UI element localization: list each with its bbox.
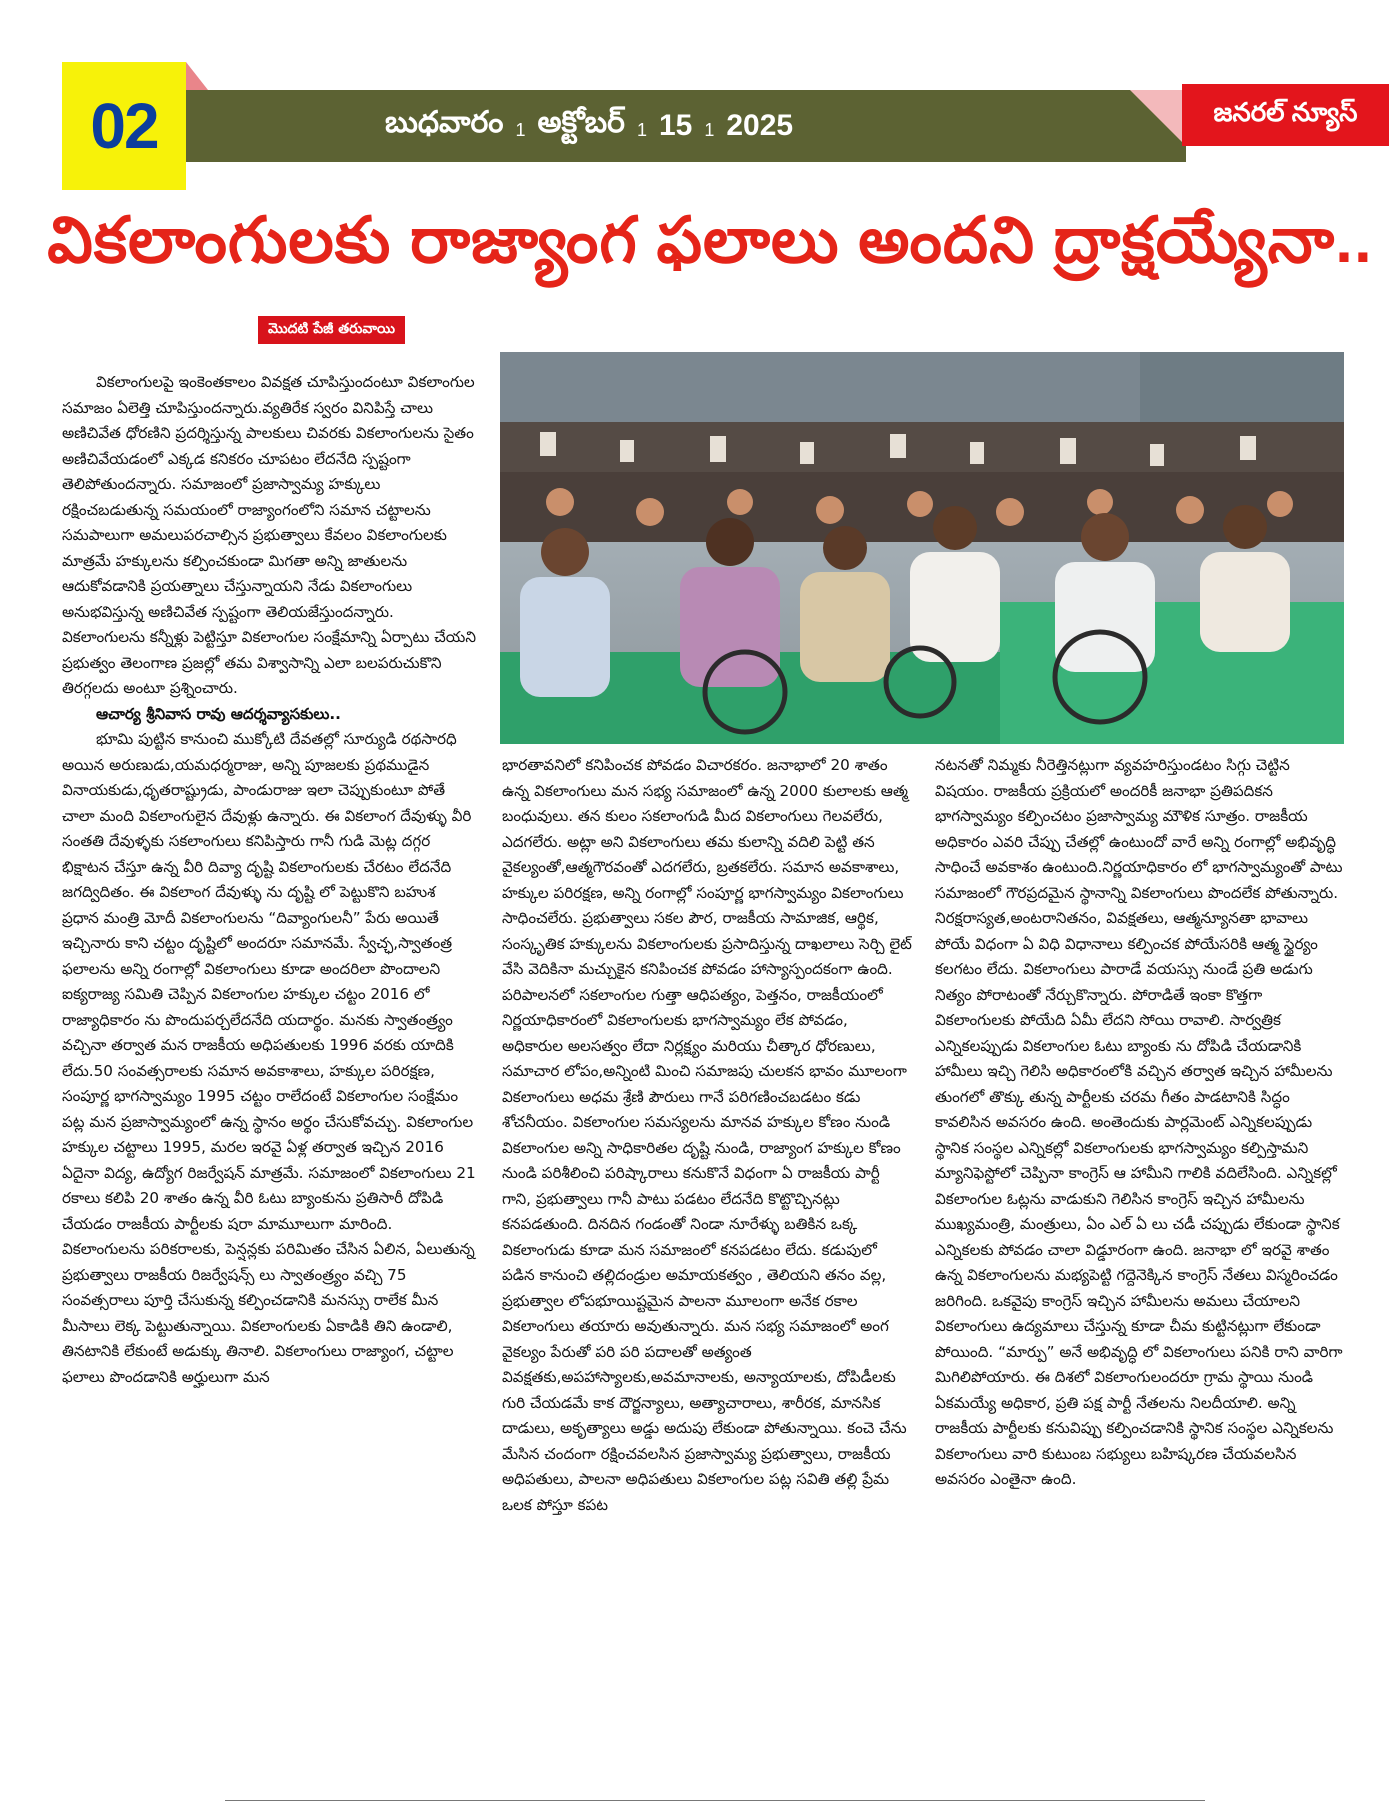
issue-year: 2025 xyxy=(726,109,794,142)
article-column-3 xyxy=(935,753,1345,1793)
crowd-photo-illustration xyxy=(500,352,1344,744)
continued-from-front-tag: మొదటి పేజీ తరువాయి xyxy=(258,316,405,344)
subheading: ఆచార్య శ్రీనివాస రావు ఆదర్శవ్యాసకులు.. xyxy=(96,704,341,723)
date-separator: 1 xyxy=(636,119,647,140)
page-number-badge xyxy=(62,62,186,190)
band-corner-decoration xyxy=(186,62,208,90)
bottom-rule xyxy=(225,1800,1205,1801)
issue-date xyxy=(385,90,793,162)
issue-month: అక్టోబర్ xyxy=(537,105,625,139)
article-column-1 xyxy=(62,370,477,1790)
paragraph: భారతావనిలో కనిపించక పోవడం విచారకరం. జనాభాలో 20 శాతం ఉన్న వికలాంగులు మన సభ్య సమాజంలో ఉన్న 2000 కులాలకు ఆత్మ బంధువులు. తన కులం సకలాంగుడి మీద వికలాంగులు గెలవలేరు, ఎదగలేరు. అట్లా అని వికలాంగులు తమ కులాన్ని వదిలి పెట్టి తన వైకల్యంతో,ఆత్మగౌరవంతో ఎదగలేరు, బ్రతకలేరు. సమాన అవకాశాలు, హక్కుల పరిరక్షణ, అన్ని రంగాల్లో సంపూర్ణ భాగస్వామ్యం వికలాంగులు సాధించలేరు. ప్రభుత్వాలు సకల పౌర, రాజకీయ సామాజిక, ఆర్థిక, సంస్కృతిక హక్కులను వికలాంగులకు ప్రసాదిస్తున్న దాఖలాలు సెర్చి లైట్ వేసి వెదికినా మచ్చుకైన కనిపించక పోవడం హాస్యాస్పందకంగా ఉంది. పరిపాలనలో సకలాంగుల గుత్తా ఆధిపత్యం, పెత్తనం, రాజకీయంలో నిర్ణయాధికారంలో వికలాంగులకు భాగస్వామ్యం లేక పోవడం, అధికారుల అలసత్వం లేదా నిర్లక్ష్యం మరియు చీత్కార ధోరణులు, సమాచార లోపం,అన్నింటి మించి సమాజపు చులకన భావం మూలంగా వికలాంగులు అధమ శ్రేణి పౌరులు గానే పరిగణించబడటం కడు శోచనీయం. వికలాంగుల సమస్యలను మానవ హక్కుల కోణం నుండి వికలాంగుల అన్ని సాధికారితల దృష్టి నుండి, రాజ్యాంగ హక్కుల కోణం నుండి పరిశీలించి పరిష్కారాలు కనుకొనే విధంగా ఏ రాజకీయ పార్టీ గాని, ప్రభుత్వాలు గానీ పాటు పడటం లేదనేది కొట్టొచ్చినట్లు కనపడతుంది. దినదిన గండంతో నిండా నూరేళ్ళు బతికిన ఒక్క వికలాంగుడు కూడా మన సమాజంలో కనపడటం లేదు. కడుపులో పడిన కానుంచి తల్లిదండ్రుల అమాయకత్వం , తెలియని తనం వల్ల, ప్రభుత్వాల లోపభూయిష్టమైన పాలనా మూలంగా అనేక రకాల వికలాంగులు తయారు అవుతున్నారు. మన సభ్య సమాజంలో అంగ వైకల్యం పేరుతో పరి పరి పదాలతో అత్యంత వివక్షతకు,అపహాస్యాలకు,అవమానాలకు, అన్యాయాలకు, దోపిడీలకు గురి చేయడమే కాక దౌర్జన్యాలు, అత్యాచారాలు, శారీరక, మానసిక దాడులు, అకృత్యాలు అడ్డు అదుపు లేకుండా పోతున్నాయి. కంచె చేను మేసిన చందంగా రక్షించవలసిన ప్రజాస్వామ్య ప్రభుత్వాలు, రాజకీయ అధిపతులు, పాలనా అధిపతులు వికలాంగుల పట్ల సవితి తల్లి ప్రేమ ఒలక పోస్తూ కపట xyxy=(502,756,912,1514)
date-separator: 1 xyxy=(515,119,526,140)
band-corner-decoration-right xyxy=(1130,90,1186,146)
issue-day: బుధవారం xyxy=(385,105,504,139)
paragraph: భూమి పుట్టిన కానుంచి ముక్కోటి దేవతల్లో సూర్యుడి రథసారధి అయిన అరుణుడు,యమధర్మరాజు, అన్ని పూజలకు ప్రథముడైన వినాయకుడు,ధృతరాష్ట్రుడు, పాండురాజు ఇలా చెప్పుకుంటూ పోతే చాలా మంది వికలాంగులైన దేవుళ్లు ఉన్నారు. ఈ వికలాంగ దేవుళ్ళు వీరి సంతతి దేవుళ్ళకు సకలాంగులు కనిపిస్తారు గానీ గుడి మెట్ల దగ్గర భిక్షాటన చేస్తూ ఉన్న వీరి దివ్యా దృష్టి వికలాంగులకు చేరటం లేదనేది జగద్విదితం. ఈ వికలాంగ దేవుళ్ళు ను దృష్టి లో పెట్టుకొని బహుశ ప్రధాన మంత్రి మోదీ వికలాంగులను “దివ్యాంగులనీ” పేరు అయితే ఇచ్చినారు కాని చట్టం దృష్టిలో అందరూ సమానమే. స్వేచ్ఛ,స్వాతంత్ర ఫలాలను అన్ని రంగాల్లో వికలాంగులు కూడా అందరిలా పొందాలని ఐక్యరాజ్య సమితి చెప్పిన వికలాంగుల హక్కుల చట్టం 2016 లో రాజ్యాధికారం ను పొందుపర్చలేదనేది యదార్థం. మనకు స్వాతంత్ర్యం వచ్చినా తర్వాత మన రాజకీయ అధిపతులకు 1996 వరకు యాదికి లేదు.50 సంవత్సరాలకు సమాన అవకాశాలు, హక్కుల పరిరక్షణ, సంపూర్ణ భాగస్వామ్యం 1995 చట్టం రాలేదంటే వికలాంగుల సంక్షేమం పట్ల మన ప్రజాస్వామ్యంలో ఉన్న స్థానం అర్థం చేసుకోవచ్చు. వికలాంగుల హక్కుల చట్టాలు 1995, మరల ఇరవై ఏళ్ల తర్వాత ఇచ్చిన 2016 ఏదైనా విద్య, ఉద్యోగ రిజర్వేషన్ మాత్రమే. సమాజంలో వికలాంగులు 21 రకాలు కలిపి 20 శాతం ఉన్న వీరి ఓటు బ్యాంకును ప్రతిసారీ దోపిడి చేయడం రాజకీయ పార్టీలకు షరా మామూలుగా మారింది. వికలాంగులను పరికరాలకు, పెన్షన్లకు పరిమితం చేసిన ఏలిన, ఏలుతున్న ప్రభుత్వాలు రాజకీయ రిజర్వేషన్స్ లు స్వాతంత్ర్యం వచ్చి 75 సంవత్సరాలు పూర్తి చేసుకున్న కల్పించడానికి మనస్సు రాలేక మీన మీసాలు లెక్క పెట్టుతున్నాయి. వికలాంగులకు ఏకాడికి తిని ఉండాలి, తినటానికి లేకుంటే అడుక్కు తినాలి. వికలాంగులు రాజ్యాంగ, చట్టాల ఫలాలు పొందడానికి అర్హులుగా మన xyxy=(62,730,476,1386)
page-number: 02 xyxy=(90,90,158,162)
paragraph: నటనతో నిమ్మకు నీరెత్తినట్లుగా వ్యవహరిస్తుండటం సిగ్గు చెట్టిన విషయం. రాజకీయ ప్రక్రియలో అందరికీ జనాభా ప్రతిపదికన భాగస్వామ్యం కల్పించటం ప్రజాస్వామ్య మౌళిక సూత్రం. రాజకీయ అధికారం ఎవరి చేప్పు చేతల్లో ఉంటుందో వారే అన్ని రంగాల్లో అభివృద్ధి సాధించే అవకాశం ఉంటుంది.నిర్ణయాధికారం లో భాగస్వామ్యంతో పాటు సమాజంలో గౌరప్రదమైన స్థానాన్ని వికలాంగులు పొందలేక పోతున్నారు. నిరక్షరాస్యత,అంటరానితనం, వివక్షతలు, ఆత్మన్యూనతా భావాలు పోయే విధంగా ఏ విధి విధానాలు కల్పించక పోయేసరికి ఆత్మ స్థైర్యం కలగటం లేదు. వికలాంగులు పారాడే వయస్సు నుండే ప్రతి అడుగు నిత్యం పోరాటంతో నేర్చుకొన్నారు. పోరాడితే ఇంకా కొత్తగా వికలాంగులకు పోయేది ఏమీ లేదని సోయి రావాలి. సార్వత్రిక ఎన్నికలప్పుడు వికలాంగుల ఓటు బ్యాంకు ను దోపిడి చేయడానికి హామీలు ఇచ్చి గెలిసి అధికారంలోకి వచ్చిన తర్వాత ఇచ్చిన హామీలను తుంగలో తొక్కు తున్న పార్టీలకు చరమ గీతం పాడటానికి సిద్ధం కావలిసిన అవసరం ఉంది. అంతెందుకు పార్లమెంట్ ఎన్నికలప్పుడు స్థానిక సంస్థల ఎన్నికల్లో వికలాంగులకు భాగస్వామ్యం కల్పిస్తామని మ్యానిఫెస్టోలో చెప్పినా కాంగ్రెస్ ఆ హామీని గాలికి వదిలేసింది. ఎన్నికల్లో వికలాంగుల ఓట్లను వాడుకుని గెలిసిన కాంగ్రెస్ ఇచ్చిన హామీలను ముఖ్యమంత్రి, మంత్రులు, ఏం ఎల్ ఏ లు చడీ చప్పుడు లేకుండా స్థానిక ఎన్నికలకు పోవడం చాలా విడ్డూరంగా ఉంది. జనాభా లో ఇరవై శాతం ఉన్న వికలాంగులను మభ్యపెట్టి గద్దెనెక్కిన కాంగ్రెస్ నేతలు విస్మరించడం జరిగింది. ఒకవైపు కాంగ్రెస్ ఇచ్చిన హామీలను అమలు చేయాలని వికలాంగులు ఉద్యమాలు చేస్తున్న కూడా చీమ కుట్టినట్లుగా లేకుండా పోయింది. “మార్పు” అనే అభివృద్ధి లో వికలాంగులు పనికి రాని వారిగా మిగిలిపోయారు. ఈ దిశలో వికలాంగులందరూ గ్రామ స్థాయి నుండి ఏకమయ్యే అధికార, ప్రతి పక్ష పార్టీ నేతలను నిలదీయాలి. అన్ని రాజకీయ పార్టీలకు కనువిప్పు కల్పించడానికి స్థానిక సంస్థల ఎన్నికలను వికలాంగులు వారి కుటుంబ సభ్యులు బహిష్కరణ చేయవలసిన అవసరం ఎంతైనా ఉంది. xyxy=(935,756,1343,1488)
article-headline: వికలాంగులకు రాజ్యాంగ ఫలాలు అందని ద్రాక్షయ్యేనా.. xyxy=(47,204,1373,276)
issue-date-number: 15 xyxy=(658,109,693,142)
article-photo xyxy=(500,352,1344,744)
paragraph: వికలాంగులపై ఇంకెంతకాలం వివక్షత చూపిస్తుందంటూ వికలాంగుల సమాజం ఏలెత్తి చూపిస్తుందన్నారు.వ్యతిరేక స్వరం వినిపిస్తే చాలు అణిచివేత ధోరణిని ప్రదర్శిస్తున్న పాలకులు చివరకు వికలాంగులను సైతం అణిచివేయడంలో ఎక్కడ కనికరం చూపటం లేదనేది స్పష్టంగా తెలిపోతుందన్నారు. సమాజంలో ప్రజాస్వామ్య హక్కులు రక్షించబడుతున్న సమయంలో రాజ్యాంగంలోని సమాన చట్టాలను సమపాలుగా అమలుపరచాల్సిన ప్రభుత్వాలు కేవలం వికలాంగులకు మాత్రమే హక్కులను కల్పించకుండా మిగతా అన్ని జాతులను ఆదుకోవడానికి ప్రయత్నాలు చేస్తున్నాయని నేడు వికలాంగులు అనుభవిస్తున్న అణిచివేత స్పష్టంగా తెలియజేస్తుందన్నారు. వికలాంగులను కన్నీళ్లు పెట్టిస్తూ వికలాంగుల సంక్షేమాన్ని ఏర్పాటు చేయని ప్రభుత్వం తెలంగాణ ప్రజల్లో తమ విశ్వాసాన్ని ఎలా బలపరుచుకొని తిరగ్గలదు అంటూ ప్రశ్నించారు. xyxy=(62,373,476,697)
section-tag: జనరల్ న్యూస్ xyxy=(1182,84,1389,146)
article-column-2 xyxy=(502,753,912,1793)
date-separator: 1 xyxy=(704,119,715,140)
